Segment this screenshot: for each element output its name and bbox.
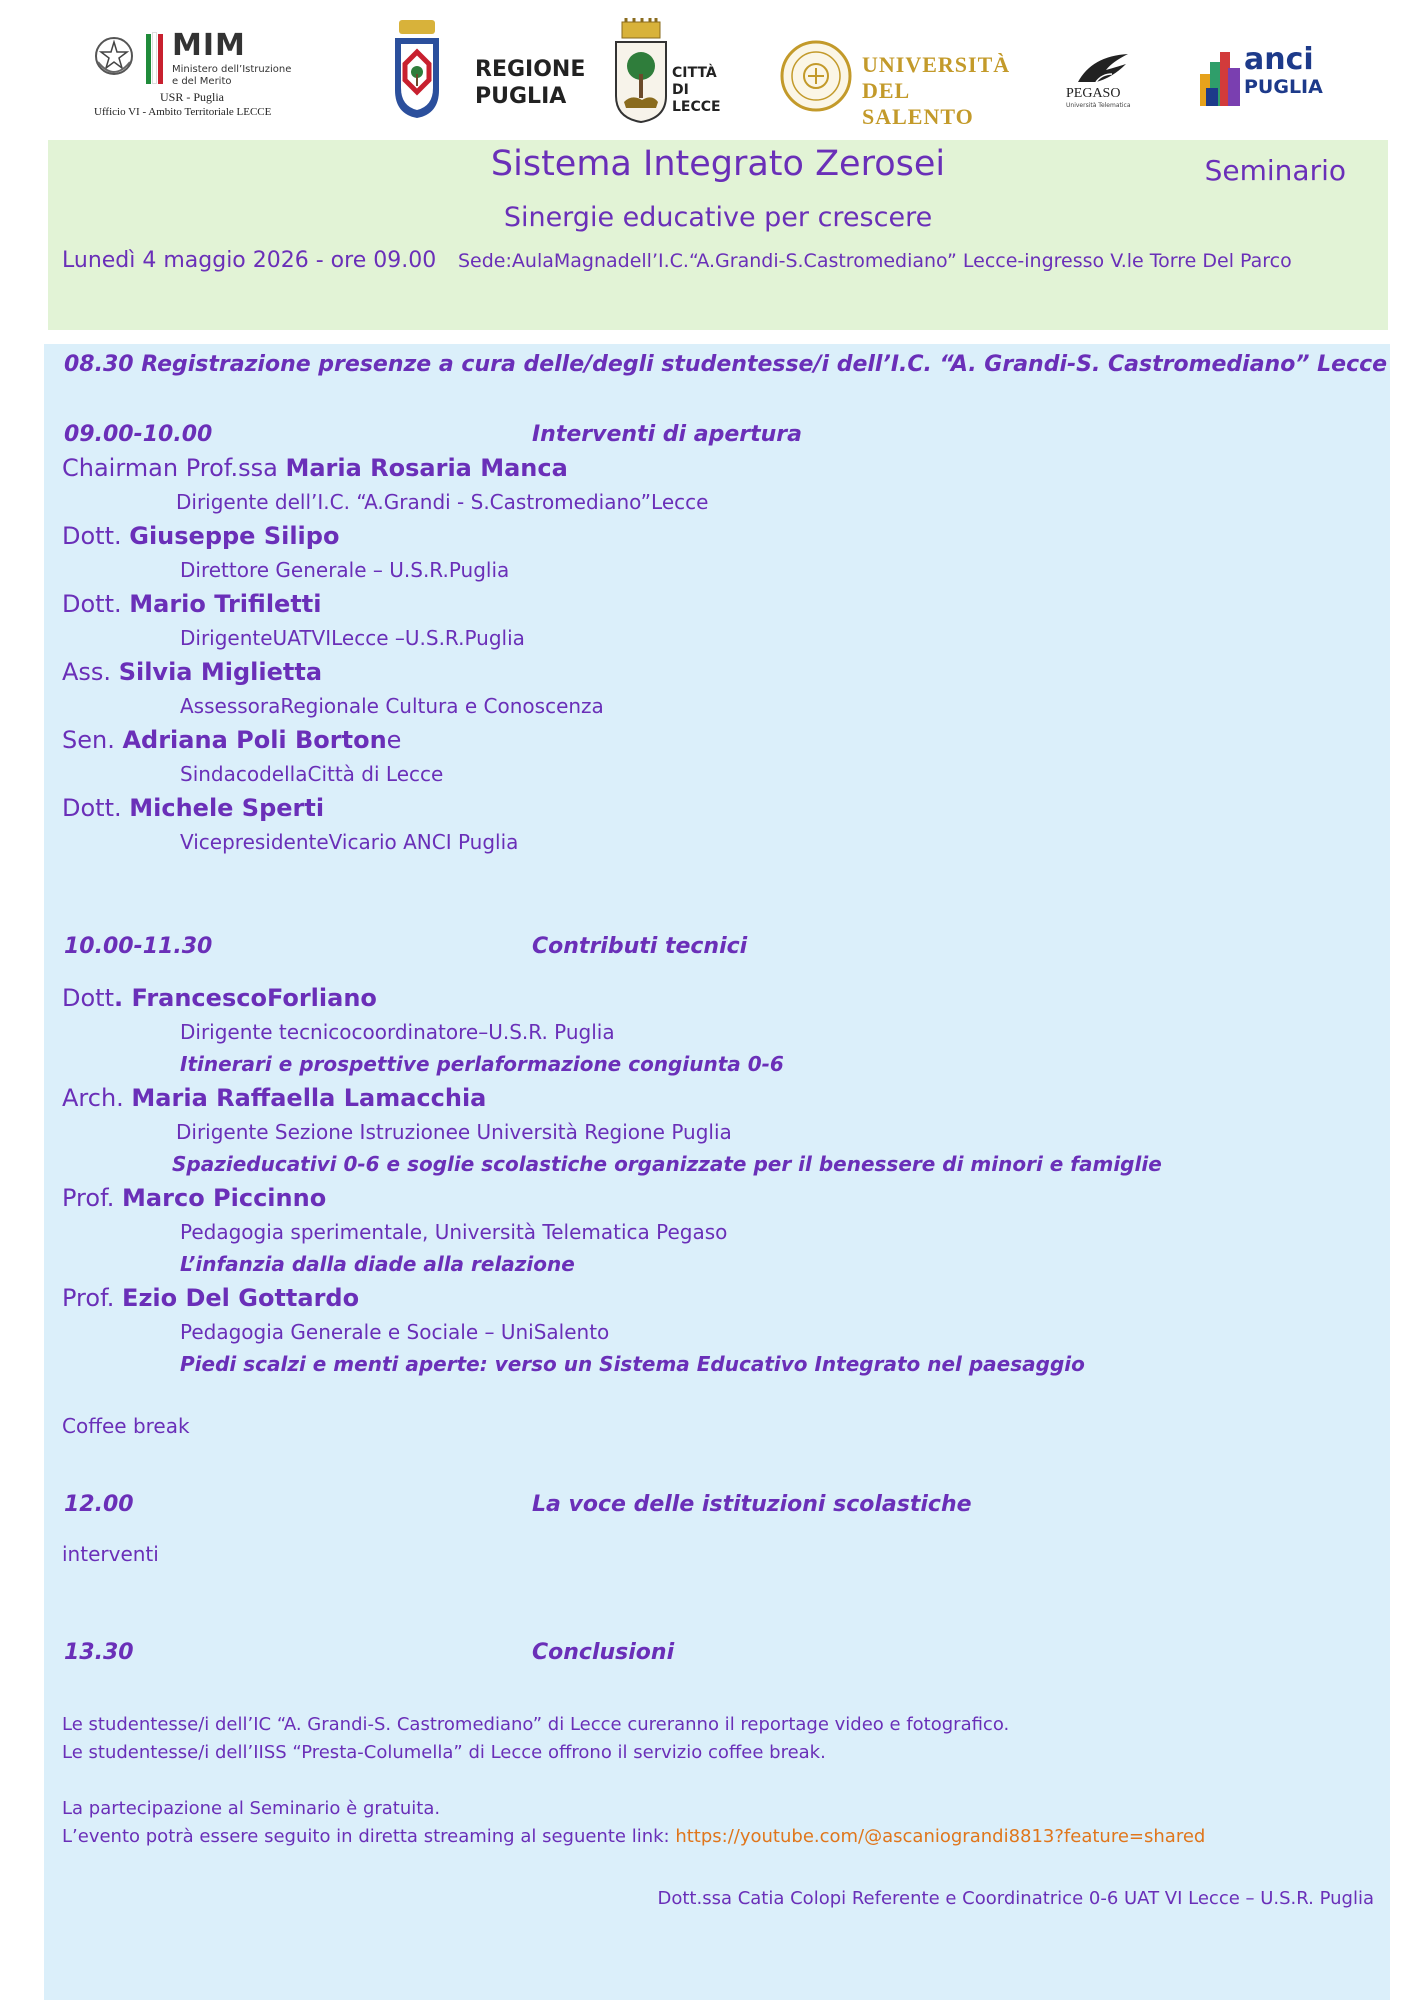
italian-emblem-icon [92, 32, 136, 82]
mim-ufficio: Ufficio VI - Ambito Territoriale LECCE [94, 106, 272, 118]
signature: Dott.ssa Catia Colopi Referente e Coordinatrice 0-6 UAT VI Lecce – U.S.R. Puglia [657, 1888, 1374, 1909]
pegaso-name: PEGASO [1066, 86, 1121, 101]
coffee-break: Coffee break [62, 1414, 190, 1438]
citta-name: CITTÀ DI LECCE [672, 65, 721, 115]
logo-bar [0, 0, 1414, 135]
role-piccinno: Pedagogia sperimentale, Università Telematica Pegaso [180, 1220, 728, 1244]
streaming-link[interactable]: https://youtube.com/@ascaniograndi8813?feature=shared [675, 1826, 1206, 1847]
speaker-poli-bortone: Sen. Adriana Poli Bortone [62, 726, 402, 754]
citta-di-lecce-logo [612, 18, 742, 128]
note-free-participation: La partecipazione al Seminario è gratuita. [62, 1798, 441, 1819]
speaker-silipo: Dott. Giuseppe Silipo [62, 522, 340, 550]
conclusions-time: 13.30 [64, 1640, 134, 1665]
event-subtitle: Sinergie educative per crescere [503, 202, 933, 233]
mim-logo [88, 28, 318, 128]
note-streaming: L’evento potrà essere seguito in diretta streaming al seguente link: https://youtube.com/@ascaniograndi8813?feature=shared [62, 1826, 1206, 1847]
speaker-trifiletti: Dott. Mario Trifiletti [62, 590, 322, 618]
role-manca: Dirigente dell’I.C. “A.Grandi - S.Castromediano”Lecce [176, 490, 709, 514]
program-panel [44, 344, 1390, 2000]
mim-subtitle-2: e del Merito [172, 76, 232, 87]
speaker-forliano: Dott. FrancescoForliano [62, 984, 377, 1012]
opening-time: 09.00-10.00 [64, 422, 213, 447]
lecce-crest-icon [612, 18, 670, 124]
anci-region: PUGLIA [1244, 76, 1323, 98]
topic-forliano: Itinerari e prospettive perlaformazione congiunta 0-6 [180, 1052, 784, 1076]
regione-name: REGIONE PUGLIA [475, 57, 586, 109]
university-name-2: DEL SALENTO [862, 78, 974, 129]
university-seal-icon [780, 40, 852, 112]
technical-label: Contributi tecnici [532, 934, 748, 959]
pegaso-logo [1066, 52, 1146, 112]
role-sperti: VicepresidenteVicario ANCI Puglia [180, 830, 519, 854]
institutions-time: 12.00 [64, 1492, 134, 1517]
speaker-piccinno: Prof. Marco Piccinno [62, 1184, 327, 1212]
role-del-gottardo: Pedagogia Generale e Sociale – UniSalento [180, 1320, 610, 1344]
event-venue: Sede:AulaMagnadell’I.C.“A.Grandi-S.Castromediano” Lecce-ingresso V.le Torre Del Parco [458, 250, 1292, 272]
regione-crest-icon [393, 18, 441, 120]
institutions-note: interventi [62, 1542, 159, 1566]
event-date: Lunedì 4 maggio 2026 - ore 09.00 [62, 248, 437, 273]
role-miglietta: AssessoraRegionale Cultura e Conoscenza [180, 694, 604, 718]
pegaso-tagline: Università Telematica [1066, 102, 1131, 109]
technical-time: 10.00-11.30 [64, 934, 213, 959]
event-type: Seminario [1204, 154, 1346, 187]
event-title: Sistema Integrato Zerosei [490, 144, 946, 184]
speaker-manca: Chairman Prof.ssa Maria Rosaria Manca [62, 454, 568, 482]
regione-puglia-logo [393, 18, 593, 128]
speaker-sperti: Dott. Michele Sperti [62, 794, 325, 822]
mim-title: MIM [172, 28, 246, 63]
role-forliano: Dirigente tecnicocoordinatore–U.S.R. Puglia [180, 1020, 615, 1044]
speaker-del-gottardo: Prof. Ezio Del Gottardo [62, 1284, 360, 1312]
role-silipo: Direttore Generale – U.S.R.Puglia [180, 558, 510, 582]
opening-label: Interventi di apertura [532, 422, 802, 447]
topic-piccinno: L’infanzia dalla diade alla relazione [180, 1252, 575, 1276]
mim-usr: USR - Puglia [160, 90, 225, 104]
note-reportage: Le studentesse/i dell’IC “A. Grandi-S. Castromediano” di Lecce cureranno il reportage video e fotografico. [62, 1714, 1010, 1735]
anci-puglia-logo [1198, 42, 1328, 108]
conclusions-label: Conclusioni [532, 1640, 675, 1665]
italian-flag-icon [146, 32, 164, 82]
anci-towers-icon [1198, 48, 1242, 106]
pegasus-wing-icon [1072, 52, 1132, 88]
note-coffee-service: Le studentesse/i dell’IISS “Presta-Columella” di Lecce offrono il servizio coffee break. [62, 1742, 826, 1763]
mim-subtitle-1: Ministero dell’Istruzione [172, 64, 292, 75]
role-poli-bortone: SindacodellaCittà di Lecce [180, 762, 444, 786]
university-name-1: UNIVERSITÀ [862, 52, 1011, 77]
universita-del-salento-logo [780, 40, 1020, 129]
institutions-label: La voce delle istituzioni scolastiche [532, 1492, 972, 1517]
role-trifiletti: DirigenteUATVILecce –U.S.R.Puglia [180, 626, 525, 650]
topic-del-gottardo: Piedi scalzi e menti aperte: verso un Sistema Educativo Integrato nel paesaggio [180, 1352, 1085, 1376]
role-lamacchia: Dirigente Sezione Istruzionee Università Regione Puglia [176, 1120, 732, 1144]
speaker-miglietta: Ass. Silvia Miglietta [62, 658, 323, 686]
event-header [48, 140, 1388, 330]
topic-lamacchia: Spazieducativi 0-6 e soglie scolastiche organizzate per il benessere di minori e famiglie [172, 1152, 1162, 1176]
anci-name: anci [1244, 42, 1314, 77]
speaker-lamacchia: Arch. Maria Raffaella Lamacchia [62, 1084, 487, 1112]
registration-line: 08.30 Registrazione presenze a cura delle/degli studentesse/i dell’I.C. “A. Grandi-S. Castromediano” Lecce [64, 352, 1388, 377]
